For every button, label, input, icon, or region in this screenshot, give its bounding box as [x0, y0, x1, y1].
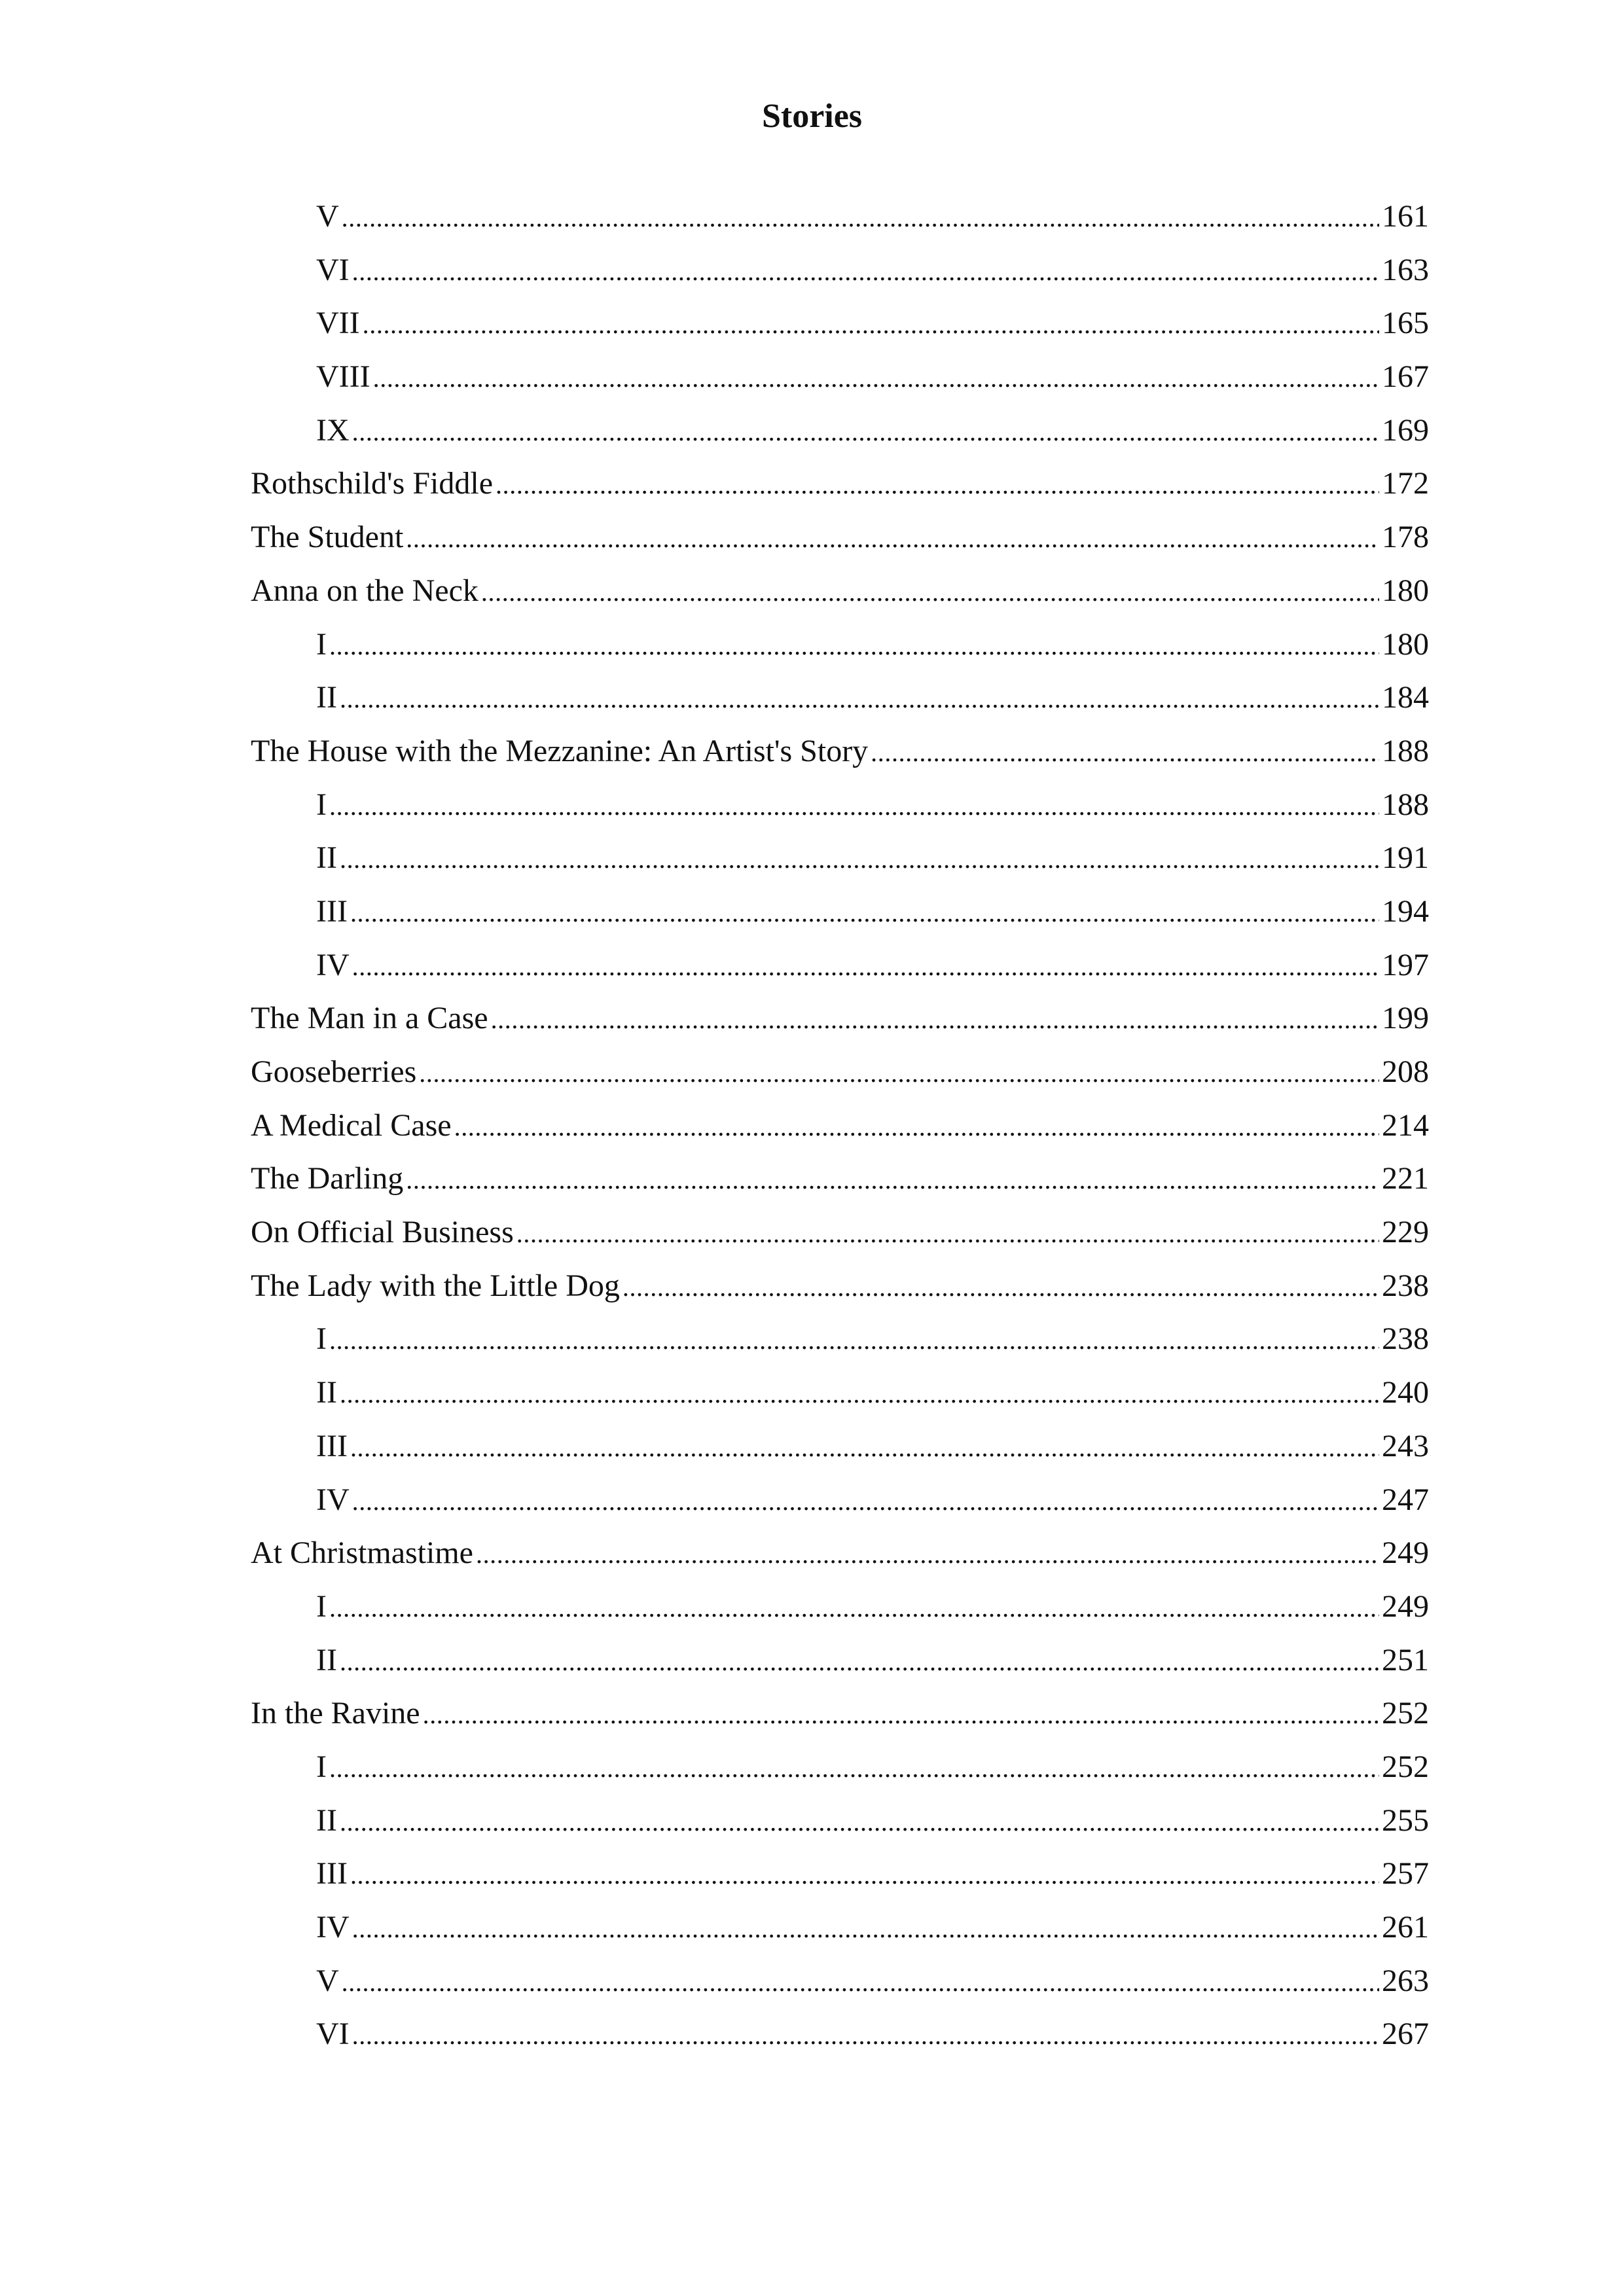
dot-leader: [329, 1742, 1379, 1795]
toc-entry-title: IV: [316, 1482, 350, 1517]
toc-entry-title: VIII: [316, 359, 370, 395]
dot-leader: [363, 298, 1379, 351]
toc-page-number: 214: [1382, 1107, 1429, 1143]
toc-page-number: 199: [1382, 1001, 1429, 1036]
toc-page-number: 180: [1382, 573, 1429, 608]
dot-leader: [329, 1581, 1379, 1635]
toc-page-number: 267: [1382, 2017, 1429, 2052]
toc-page-number: 184: [1382, 680, 1429, 715]
toc-entry-title: IV: [316, 947, 350, 982]
toc-page-number: 188: [1382, 733, 1429, 768]
toc-page-number: 167: [1382, 359, 1429, 395]
toc-entry-title: On Official Business: [251, 1215, 514, 1250]
toc-entry-title: I: [316, 626, 327, 662]
toc-entry-title: II: [316, 1803, 337, 1838]
toc-entry[interactable]: [251, 564, 1429, 618]
toc-entry-title: A Medical Case: [251, 1107, 452, 1143]
toc-entry[interactable]: [251, 1152, 1429, 1206]
toc-subentry[interactable]: [251, 1580, 1429, 1634]
toc-subentry[interactable]: [251, 1954, 1429, 2008]
dot-leader: [340, 1635, 1379, 1689]
toc-subentry[interactable]: [251, 939, 1429, 992]
dot-leader: [871, 726, 1379, 780]
toc-page-number: 208: [1382, 1054, 1429, 1089]
toc-page-number: 229: [1382, 1215, 1429, 1250]
toc-entry-title: II: [316, 840, 337, 876]
toc-entry[interactable]: [251, 511, 1429, 564]
toc-page-number: 238: [1382, 1268, 1429, 1303]
toc-subentry[interactable]: [251, 404, 1429, 457]
toc-entry-title: II: [316, 680, 337, 715]
toc-page-number: 172: [1382, 466, 1429, 501]
dot-leader: [419, 1047, 1379, 1100]
toc-subentry[interactable]: [251, 296, 1429, 350]
toc-page-number: 252: [1382, 1696, 1429, 1731]
toc-entry-title: Rothschild's Fiddle: [251, 466, 494, 501]
dot-leader: [516, 1207, 1379, 1261]
toc-entry-title: At Christmastime: [251, 1535, 473, 1571]
dot-leader: [342, 1956, 1379, 2009]
toc-page-number: 178: [1382, 520, 1429, 555]
toc-page-number: 221: [1382, 1161, 1429, 1196]
toc-subentry[interactable]: [251, 831, 1429, 885]
toc-entry-title: Anna on the Neck: [251, 573, 478, 608]
dot-leader: [329, 1314, 1379, 1367]
dot-leader: [350, 1848, 1379, 1902]
toc-page-number: 263: [1382, 1963, 1429, 1998]
toc-subentry[interactable]: [251, 778, 1429, 832]
toc-entry[interactable]: [251, 1099, 1429, 1153]
toc-subentry[interactable]: [251, 1847, 1429, 1901]
toc-entry-title: II: [316, 1642, 337, 1677]
dot-leader: [340, 1367, 1379, 1421]
toc-entry-title: III: [316, 1856, 348, 1892]
toc-page-number: 249: [1382, 1588, 1429, 1624]
toc-subentry[interactable]: [251, 1740, 1429, 1794]
toc-subentry[interactable]: [251, 618, 1429, 672]
dot-leader: [406, 1153, 1379, 1207]
dot-leader: [476, 1528, 1379, 1581]
toc-subentry[interactable]: [251, 2007, 1429, 2061]
dot-leader: [481, 565, 1379, 619]
toc-subentry[interactable]: [251, 243, 1429, 297]
dot-leader: [623, 1261, 1379, 1314]
toc-subentry[interactable]: [251, 885, 1429, 939]
toc-subentry[interactable]: [251, 1420, 1429, 1473]
dot-leader: [352, 1475, 1379, 1528]
toc-page-number: 165: [1382, 306, 1429, 341]
dot-leader: [352, 1902, 1379, 1956]
dot-leader: [423, 1688, 1379, 1742]
toc-entry-title: The House with the Mezzanine: An Artist's Story: [251, 733, 869, 768]
toc-page-number: 194: [1382, 893, 1429, 929]
toc-page-number: 257: [1382, 1856, 1429, 1892]
toc-page-number: 180: [1382, 626, 1429, 662]
toc-page-number: 161: [1382, 199, 1429, 234]
toc-entry[interactable]: [251, 1045, 1429, 1099]
toc-entry[interactable]: [251, 1259, 1429, 1313]
toc-entry-title: I: [316, 787, 327, 822]
toc-page-number: 252: [1382, 1749, 1429, 1784]
toc-entry-title: Gooseberries: [251, 1054, 417, 1089]
toc-page-number: 191: [1382, 840, 1429, 876]
toc-subentry[interactable]: [251, 1366, 1429, 1420]
dot-leader: [352, 940, 1379, 994]
dot-leader: [340, 1795, 1379, 1849]
table-of-contents: [251, 190, 1429, 2061]
toc-page-number: 247: [1382, 1482, 1429, 1517]
toc-page-number: 249: [1382, 1535, 1429, 1571]
toc-entry-title: VI: [316, 2017, 350, 2052]
dot-leader: [454, 1100, 1379, 1154]
toc-entry[interactable]: [251, 457, 1429, 511]
toc-page-number: 261: [1382, 1910, 1429, 1945]
toc-entry-title: The Darling: [251, 1161, 404, 1196]
toc-entry-title: III: [316, 893, 348, 929]
toc-entry-title: The Man in a Case: [251, 1001, 488, 1036]
toc-subentry[interactable]: [251, 190, 1429, 243]
toc-entry[interactable]: [251, 1206, 1429, 1259]
dot-leader: [406, 512, 1379, 565]
toc-entry-title: IV: [316, 1910, 350, 1945]
toc-page-number: 169: [1382, 412, 1429, 448]
dot-leader: [342, 191, 1379, 245]
dot-leader: [496, 458, 1379, 512]
page-title: Stories: [761, 98, 863, 135]
toc-page-number: 255: [1382, 1803, 1429, 1838]
dot-leader: [340, 672, 1379, 726]
dot-leader: [340, 833, 1379, 886]
toc-entry-title: III: [316, 1428, 348, 1463]
toc-page-number: 243: [1382, 1428, 1429, 1463]
toc-entry[interactable]: [251, 1687, 1429, 1740]
toc-entry-title: I: [316, 1321, 327, 1357]
toc-page-number: 238: [1382, 1321, 1429, 1357]
dot-leader: [329, 780, 1379, 833]
toc-entry[interactable]: [251, 1526, 1429, 1580]
toc-subentry[interactable]: [251, 350, 1429, 404]
toc-entry-title: The Lady with the Little Dog: [251, 1268, 620, 1303]
toc-entry[interactable]: [251, 725, 1429, 778]
toc-entry-title: V: [316, 199, 339, 234]
toc-entry-title: VII: [316, 306, 360, 341]
toc-subentry[interactable]: [251, 1312, 1429, 1366]
dot-leader: [491, 993, 1379, 1047]
toc-subentry[interactable]: [251, 1794, 1429, 1848]
toc-entry-title: In the Ravine: [251, 1696, 420, 1731]
toc-entry-title: II: [316, 1375, 337, 1410]
dot-leader: [329, 619, 1379, 673]
dot-leader: [350, 886, 1379, 940]
toc-entry-title: I: [316, 1588, 327, 1624]
toc-page-number: 240: [1382, 1375, 1429, 1410]
toc-subentry[interactable]: [251, 671, 1429, 725]
toc-subentry[interactable]: [251, 1634, 1429, 1687]
toc-entry-title: The Student: [251, 520, 404, 555]
toc-entry[interactable]: [251, 992, 1429, 1045]
toc-subentry[interactable]: [251, 1473, 1429, 1527]
toc-entry-title: VI: [316, 252, 350, 287]
toc-subentry[interactable]: [251, 1901, 1429, 1954]
dot-leader: [373, 351, 1379, 405]
dot-leader: [352, 245, 1379, 298]
toc-page-number: 188: [1382, 787, 1429, 822]
toc-entry-title: IX: [316, 412, 350, 448]
dot-leader: [352, 2009, 1379, 2062]
toc-page-number: 163: [1382, 252, 1429, 287]
toc-entry-title: I: [316, 1749, 327, 1784]
toc-page-number: 251: [1382, 1642, 1429, 1677]
dot-leader: [350, 1421, 1379, 1475]
toc-page-number: 197: [1382, 947, 1429, 982]
toc-entry-title: V: [316, 1963, 339, 1998]
dot-leader: [352, 405, 1379, 459]
